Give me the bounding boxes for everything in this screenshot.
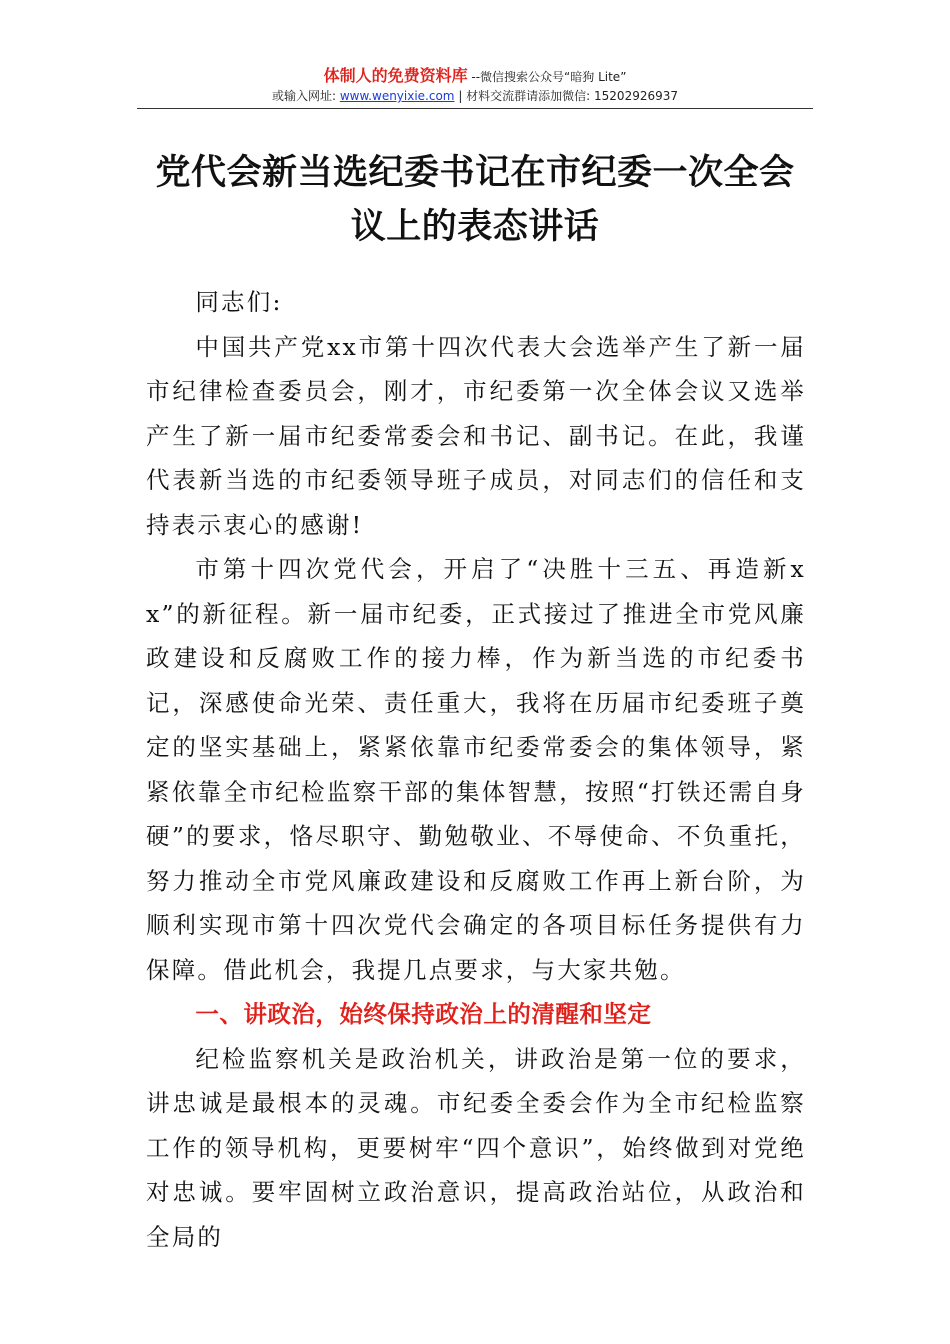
document-body xyxy=(146,280,806,1259)
url-prefix: 或输入网址: xyxy=(271,89,340,103)
paragraph-1: 中国共产党xx市第十四次代表大会选举产生了新一届市纪律检查委员会，刚才，市纪委第一次全体会议又选举产生了新一届市纪委常委会和书记、副书记。在此，我谨代表新当选的市纪委领导班子成员，对同志们的信任和支持表示衷心的感谢! xyxy=(146,332,806,539)
contact-info: | 材料交流群请添加微信: 15202926937 xyxy=(454,89,679,103)
header-contact-line xyxy=(137,87,813,105)
greeting: 同志们: xyxy=(195,288,283,316)
site-tagline: --微信搜索公众号“暗狗 Lite” xyxy=(467,70,627,84)
title-line-1: 党代会新当选纪委书记在市纪委一次全会 xyxy=(155,153,795,193)
section-1-heading: 一、讲政治，始终保持政治上的清醒和坚定 xyxy=(195,1000,652,1028)
site-name: 体制人的免费资料库 xyxy=(323,66,468,85)
paragraph-3: 纪检监察机关是政治机关，讲政治是第一位的要求，讲忠诚是最根本的灵魂。市纪委全委会作为全市纪检监察工作的领导机构，更要树牢“四个意识”，始终做到对党绝对忠诚。要牢固树立政治意识，提高政治站位，从政治和全局的 xyxy=(146,1044,806,1251)
header-promo-line xyxy=(137,66,813,87)
paragraph-2: 市第十四次党代会，开启了“决胜十三五、再造新xx”的新征程。新一届市纪委，正式接过了推进全市党风廉政建设和反腐败工作的接力棒，作为新当选的市纪委书记，深感使命光荣、责任重大，我将在历届市纪委班子奠定的坚实基础上，紧紧依靠市纪委常委会的集体领导，紧紧依靠全市纪检监察干部的集体智慧，按照“打铁还需自身硬”的要求，恪尽职守、勤勉敬业、不辱使命、不负重托，努力推动全市党风廉政建设和反腐败工作再上新台阶，为顺利实现市第十四次党代会确定的各项目标任务提供有力保障。借此机会，我提几点要求，与大家共勉。 xyxy=(146,555,806,984)
header-divider xyxy=(137,108,813,109)
title-line-2: 议上的表态讲话 xyxy=(350,207,600,247)
site-url-link[interactable]: www.wenyixie.com xyxy=(339,89,455,103)
document-title xyxy=(137,146,813,254)
page-header xyxy=(137,66,813,105)
